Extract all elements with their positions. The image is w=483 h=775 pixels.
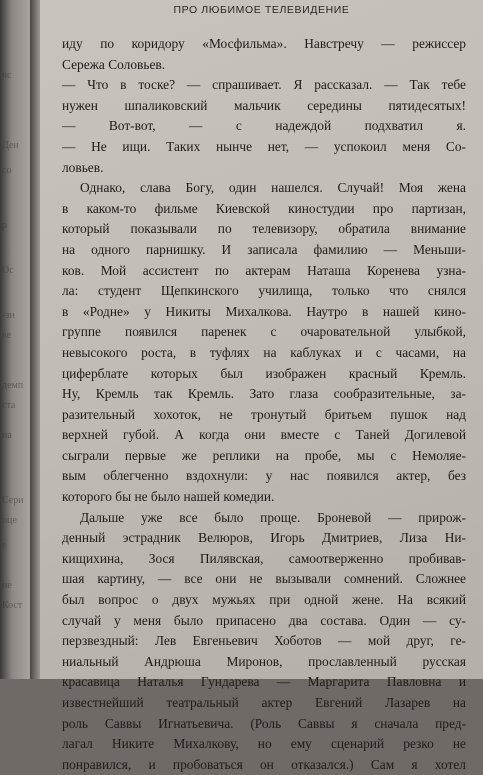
text-line: ловьев.	[62, 159, 104, 175]
text-line: известнейший театральный актер Евгений Лазарев на	[62, 695, 466, 710]
facing-page-fragment: демп	[2, 380, 24, 391]
text-line: шая картину, — все они не вызывали сомнений. Сложнее	[62, 571, 466, 587]
text-line: роль Саввы Игнатьевича. (Роль Саввы я сначала пред-	[62, 715, 466, 731]
body-text	[62, 34, 466, 775]
facing-page-fragment: чс	[2, 70, 12, 81]
text-line: понравился, и пробоваться он отказался.) Сам я хотел	[62, 756, 466, 772]
facing-page-fragment: р	[2, 220, 7, 231]
text-line: Однако, слава Богу, один нашелся. Случай! Моя жена	[80, 180, 466, 196]
facing-page-fragment: Ден	[2, 140, 19, 151]
text-line: кищихина, Зося Пилявская, самоотверженно пробивав-	[62, 550, 466, 566]
running-title: ПРО ЛЮБИМОЕ ТЕЛЕВИДЕНИЕ	[173, 4, 350, 16]
text-line: иду по коридору «Мосфильма». Навстречу — режиссер	[62, 36, 466, 51]
book-gutter	[30, 0, 40, 679]
text-line: — Не ищи. Таких нынче нет, — успокоил меня Со-	[62, 138, 466, 154]
text-line: денный эстрадник Велюров, Игорь Дмитриев, Лиза Ни-	[62, 530, 466, 546]
text-line: на одного парнишку. И записала фамилию — Меньши-	[62, 241, 466, 257]
text-line: красавица Наталья Гундарева — Маргарита Павловна и	[62, 674, 466, 690]
facing-page-fragment: -зи	[2, 310, 15, 321]
facing-page-fragment: не	[2, 580, 12, 591]
text-line: разительный хохоток, не тронутый бритьем пушок над	[62, 406, 466, 422]
text-line: в каком-то фильме Киевской киностудии про партизан,	[62, 200, 466, 216]
facing-page-fragment: Кост	[2, 600, 23, 611]
text-line: верхней губой. А когда они вместе с Таней Догилевой	[62, 427, 466, 443]
text-line: который показывали по телевизору, обратила внимание	[62, 221, 466, 237]
facing-page-fragment: на	[2, 430, 12, 441]
text-line: — Что в тоске? — спрашивает. Я рассказал. — Так тебе	[62, 77, 466, 93]
text-line: ниальный Андрюша Миронов, прославленный русская	[62, 653, 466, 669]
text-line: невысокого роста, в туфлях на каблуках и с часами, на	[62, 344, 466, 360]
text-line: Ну, Кремль так Кремль. Зато глаза сообразительные, за-	[62, 386, 466, 402]
facing-page-fragment: ста	[2, 400, 16, 411]
text-line: вым облегченно вздохнули: у нас появился актер, без	[62, 468, 466, 484]
text-line: группе появился паренек с очаровательной улыбкой,	[62, 324, 466, 340]
text-line: Дальше уже все было проще. Броневой — прирож-	[80, 509, 466, 525]
facing-page-fragment: Сери	[2, 495, 24, 506]
text-line: случай у меня было припасено два состава. Один — су-	[62, 612, 466, 628]
text-line: которого бы не было нашей комедии.	[62, 489, 275, 505]
facing-page-fragment: ве	[2, 330, 12, 341]
text-line: сыграли первые же реплики на пробе, мы с Немоляе-	[62, 447, 466, 463]
text-line: перзвездный: Лев Евгеньевич Хоботов — мой друг, ге-	[62, 633, 466, 649]
text-line: циферблате которых был изображен красный Кремль.	[62, 365, 466, 381]
facing-page-edge	[0, 0, 30, 679]
text-line: Сережа Соловьев.	[62, 56, 166, 72]
facing-page-fragment: е	[2, 540, 7, 551]
text-line: ла: студент Щепкинского училища, только что снялся	[62, 283, 466, 299]
facing-page-fragment: Ос	[2, 265, 14, 276]
facing-page-fragment: со	[2, 165, 12, 176]
text-line: лагал Никите Михалкову, но ему сценарий резко не	[62, 736, 466, 752]
book-page	[40, 0, 483, 772]
text-line: был вопрос о двух мужьях при одной жене. На всякий	[62, 592, 466, 608]
text-line: — Вот-вот, — с надеждой подхватил я.	[62, 118, 466, 134]
text-line: нужен шпаликовский мальчик середины пятидесятых!	[62, 97, 466, 113]
facing-page-fragment: оце	[2, 515, 17, 526]
text-line: в «Родне» у Никиты Михалкова. Наутро в нашей кино-	[62, 303, 466, 319]
text-line: ков. Мой ассистент по актерам Наташа Коренева узна-	[62, 262, 466, 278]
